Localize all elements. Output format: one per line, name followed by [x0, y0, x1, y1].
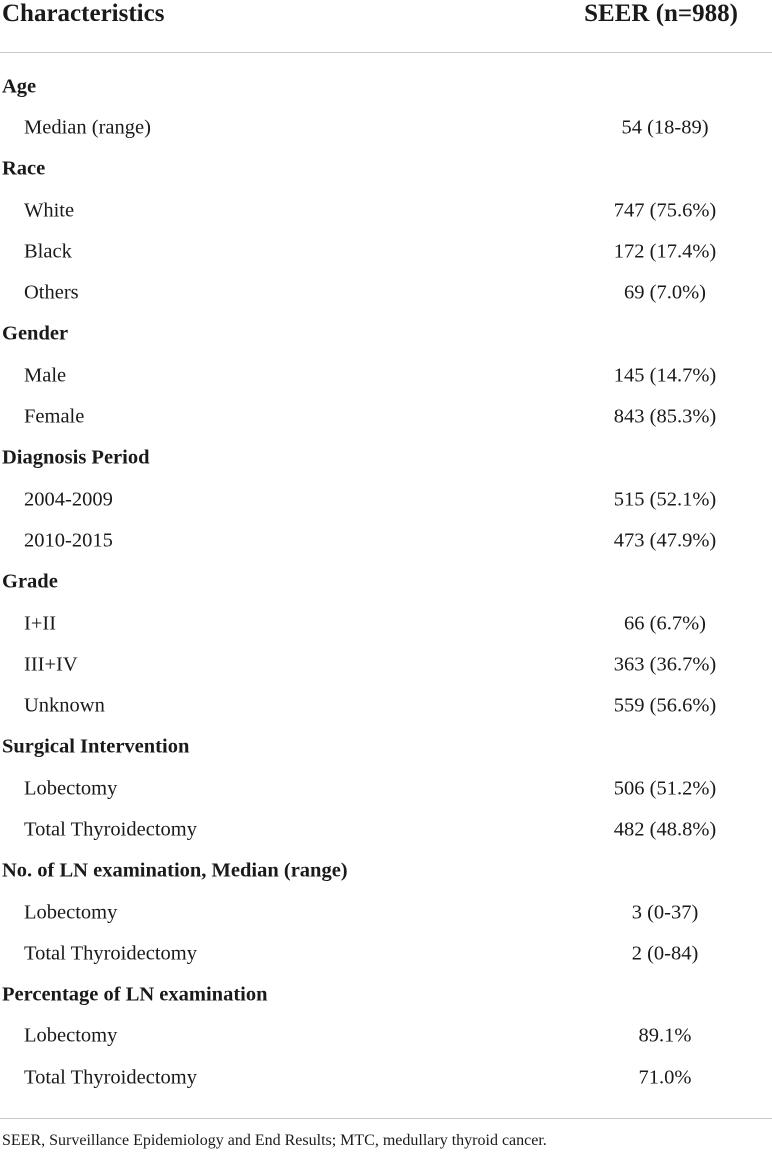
row-label: Male [24, 364, 67, 387]
table-row [0, 644, 772, 685]
table-section-row [0, 975, 772, 1016]
footer-divider [0, 1118, 772, 1119]
row-value: 559 (56.6%) [613, 694, 717, 717]
table-body [0, 66, 772, 1098]
table-section-row [0, 314, 772, 355]
row-value: 363 (36.7%) [613, 653, 717, 676]
table-row [0, 1016, 772, 1057]
table-row [0, 355, 772, 396]
row-value: 843 (85.3%) [613, 405, 717, 428]
row-label: Total Thyroidectomy [24, 1066, 197, 1089]
row-label: Female [24, 405, 85, 428]
table-row [0, 190, 772, 231]
row-label: Black [24, 240, 72, 263]
table-row [0, 272, 772, 313]
row-value: 71.0% [638, 1066, 692, 1089]
table-section-row [0, 438, 772, 479]
row-label: Others [24, 281, 79, 304]
row-label: Unknown [24, 694, 105, 717]
section-label: Race [2, 157, 46, 180]
section-label: Grade [2, 570, 58, 593]
table-header [0, 0, 772, 53]
row-value: 2 (0-84) [631, 942, 699, 965]
table-row [0, 685, 772, 726]
table-row [0, 892, 772, 933]
row-value: 66 (6.7%) [624, 612, 706, 634]
row-label: White [24, 199, 75, 222]
row-value: 172 (17.4%) [613, 240, 717, 263]
section-label: Surgical Intervention [2, 735, 190, 758]
row-value: 747 (75.6%) [613, 199, 717, 222]
row-label: Lobectomy [24, 777, 118, 800]
row-value: 515 (52.1%) [613, 488, 717, 511]
section-label: Percentage of LN examination [2, 983, 268, 1006]
row-label: 2010-2015 [24, 529, 113, 552]
row-label: Lobectomy [24, 901, 118, 924]
section-label: Gender [2, 322, 69, 345]
table-section-row [0, 727, 772, 768]
section-label: Diagnosis Period [2, 446, 150, 469]
row-label: 2004-2009 [24, 488, 113, 511]
table-section-row [0, 66, 772, 107]
table-row [0, 768, 772, 809]
row-label: Total Thyroidectomy [24, 818, 197, 841]
table-row [0, 479, 772, 520]
table-row [0, 603, 772, 644]
row-label: III+IV [24, 653, 78, 676]
row-value: 506 (51.2%) [613, 777, 717, 800]
characteristics-column-header: Characteristics [2, 0, 165, 27]
table-row [0, 520, 772, 561]
table-row [0, 396, 772, 437]
table-row [0, 1057, 772, 1098]
table-row [0, 107, 772, 148]
table-row [0, 809, 772, 850]
table-row [0, 933, 772, 974]
row-value: 3 (0-37) [631, 901, 699, 924]
table-row [0, 231, 772, 272]
table-section-row [0, 149, 772, 190]
row-label: I+II [24, 612, 57, 634]
section-label: No. of LN examination, Median (range) [2, 859, 348, 882]
section-label: Age [2, 75, 37, 98]
row-value: 54 (18-89) [621, 116, 709, 139]
row-value: 482 (48.8%) [613, 818, 717, 841]
row-value: 145 (14.7%) [613, 364, 717, 387]
row-value: 69 (7.0%) [624, 281, 706, 304]
row-label: Median (range) [24, 116, 151, 139]
row-label: Lobectomy [24, 1024, 118, 1047]
table-section-row [0, 562, 772, 603]
seer-column-header: SEER (n=988) [584, 0, 738, 27]
row-label: Total Thyroidectomy [24, 942, 197, 965]
row-value: 89.1% [638, 1024, 692, 1047]
table-section-row [0, 851, 772, 892]
row-value: 473 (47.9%) [613, 529, 717, 552]
table-footnote: SEER, Surveillance Epidemiology and End Results; MTC, medullary thyroid cancer. [2, 1132, 547, 1149]
